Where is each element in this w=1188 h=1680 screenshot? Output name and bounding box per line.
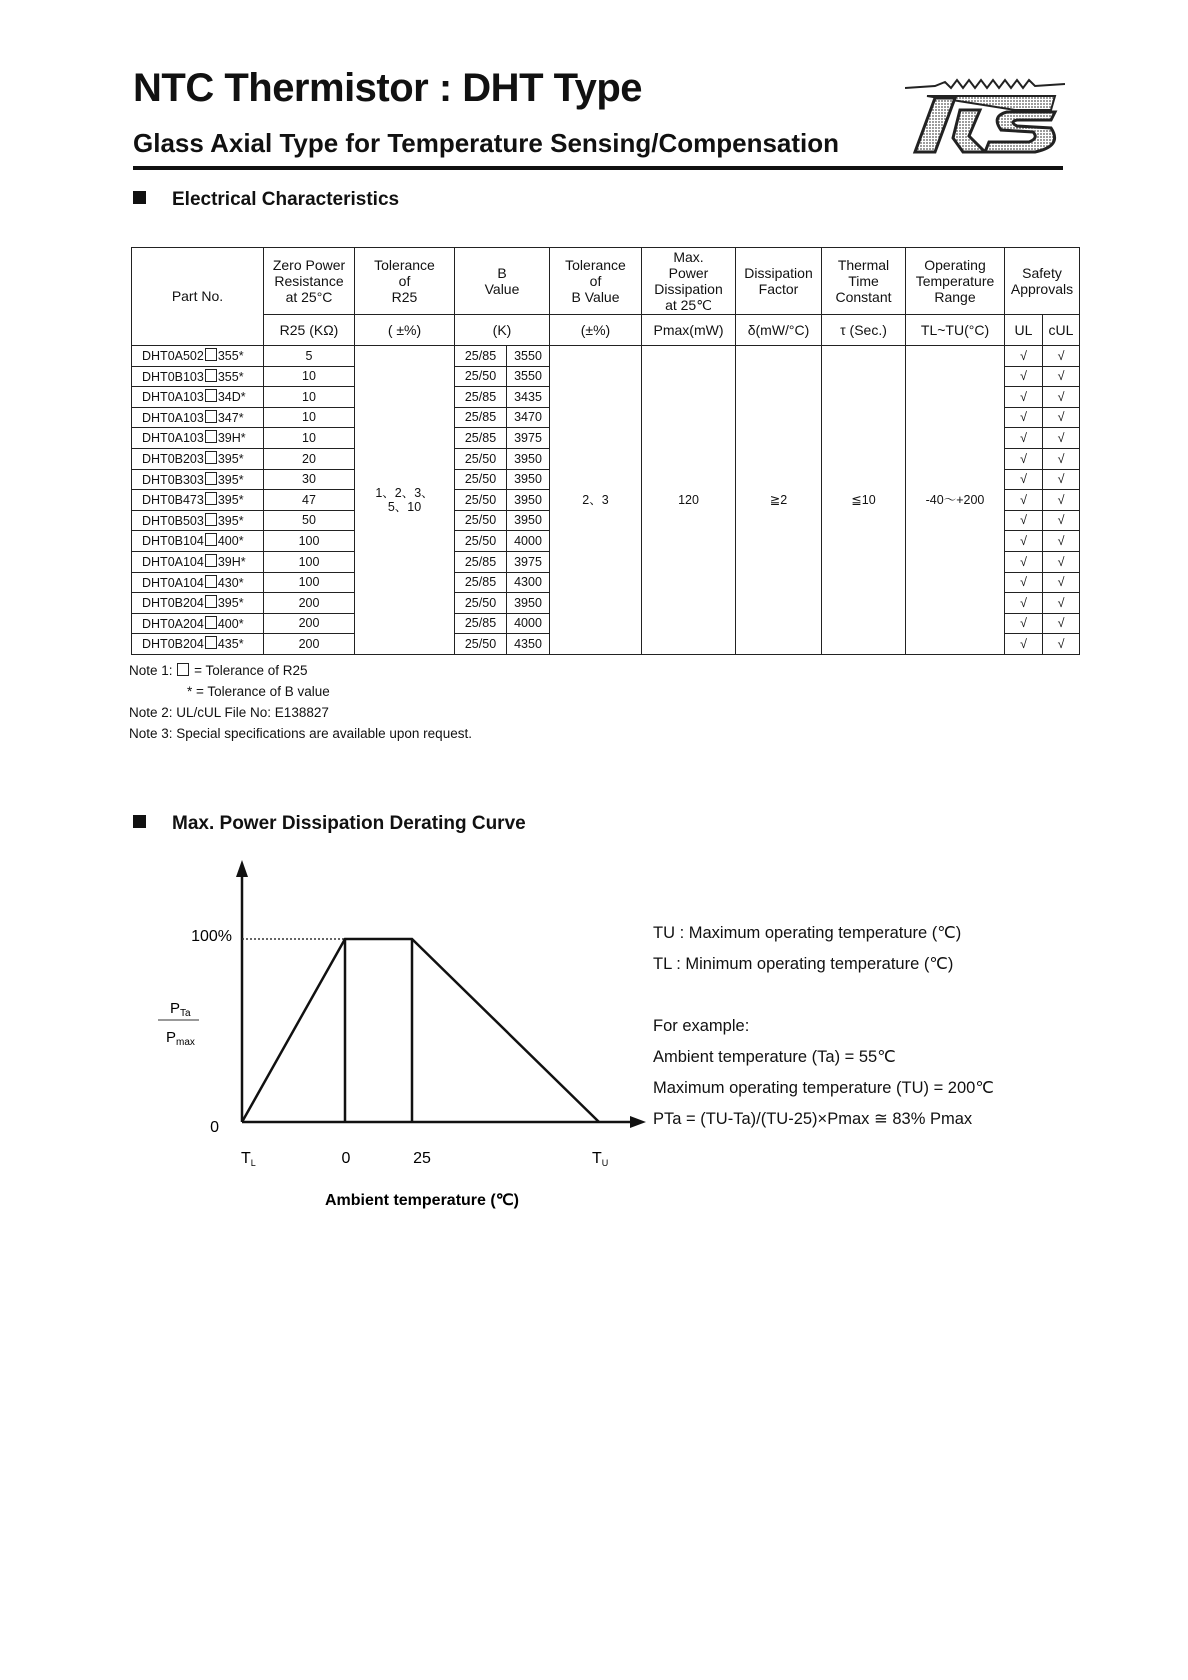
part-number: DHT0B473 395* (132, 490, 264, 511)
b-range: 25/85 (455, 407, 507, 428)
thermal-value: ≦10 (822, 346, 906, 655)
cul-check-icon: √ (1043, 469, 1080, 490)
ul-check-icon: √ (1005, 407, 1043, 428)
part-number: DHT0A103 347* (132, 407, 264, 428)
svg-text:TL: TL (241, 1150, 256, 1168)
unit-cul: cUL (1043, 315, 1080, 346)
r25-value: 10 (264, 428, 355, 449)
r25-value: 100 (264, 572, 355, 593)
b-range: 25/50 (455, 593, 507, 614)
title-divider (133, 166, 1063, 170)
section-derating-label: Max. Power Dissipation Derating Curve (172, 813, 526, 834)
b-range: 25/50 (455, 448, 507, 469)
part-number: DHT0A502 355* (132, 346, 264, 367)
table-row (132, 346, 1080, 367)
cul-check-icon: √ (1043, 490, 1080, 511)
cul-check-icon: √ (1043, 448, 1080, 469)
ul-check-icon: √ (1005, 531, 1043, 552)
b-range: 25/85 (455, 613, 507, 634)
box-symbol-icon (205, 472, 217, 485)
ul-check-icon: √ (1005, 551, 1043, 572)
b-value: 3950 (507, 510, 550, 531)
box-symbol-icon (205, 636, 217, 649)
part-number: DHT0A103 39H* (132, 428, 264, 449)
cul-check-icon: √ (1043, 613, 1080, 634)
ul-check-icon: √ (1005, 469, 1043, 490)
part-number: DHT0A204 400* (132, 613, 264, 634)
b-range: 25/85 (455, 387, 507, 408)
b-value: 4300 (507, 572, 550, 593)
r25-value: 30 (264, 469, 355, 490)
box-symbol-icon (205, 513, 217, 526)
header-safety-approvals: Safety Approvals (1005, 248, 1080, 315)
tolerance-r25-value: 1、2、3、 5、10 (355, 346, 455, 655)
tolerance-b-value: 2、3 (550, 346, 642, 655)
part-number: DHT0B204 435* (132, 634, 264, 655)
part-number: DHT0B203 395* (132, 448, 264, 469)
part-number: DHT0B103 355* (132, 366, 264, 387)
ul-check-icon: √ (1005, 387, 1043, 408)
b-value: 3550 (507, 346, 550, 367)
ul-check-icon: √ (1005, 613, 1043, 634)
cul-check-icon: √ (1043, 346, 1080, 367)
unit-operating: TL~TU(°C) (906, 315, 1005, 346)
b-value: 3435 (507, 387, 550, 408)
svg-text:Pmax: $P_{max}$ (166, 1029, 195, 1048)
section-electrical (133, 189, 399, 211)
chart-legend (653, 918, 994, 1135)
b-range: 25/50 (455, 366, 507, 387)
bullet-square-icon (133, 191, 146, 204)
cul-check-icon: √ (1043, 407, 1080, 428)
svg-text:0: 0 (341, 1150, 351, 1167)
table-notes (129, 660, 472, 744)
svg-text:TU: TU (592, 1150, 609, 1168)
b-value: 3975 (507, 428, 550, 449)
ul-check-icon: √ (1005, 634, 1043, 655)
example-label: For example: (653, 1017, 750, 1035)
unit-thermal: τ (Sec.) (822, 315, 906, 346)
header-row (132, 248, 1080, 315)
ul-check-icon: √ (1005, 593, 1043, 614)
part-number: DHT0B204 395* (132, 593, 264, 614)
legend-tu: TU : Maximum operating temperature (℃) (653, 924, 962, 942)
part-number: DHT0B303 395* (132, 469, 264, 490)
b-range: 25/85 (455, 428, 507, 449)
example-max-op: Maximum operating temperature (TU) = 200℃ (653, 1079, 994, 1097)
r25-value: 10 (264, 407, 355, 428)
svg-text:PTa: $P_{Ta}$ (170, 1000, 191, 1019)
header-thermal-time-constant: Thermal Time Constant (822, 248, 906, 315)
unit-ul: UL (1005, 315, 1043, 346)
cul-check-icon: √ (1043, 572, 1080, 593)
b-range: 25/85 (455, 551, 507, 572)
y-tick-100: 100% (191, 928, 232, 945)
units-row (132, 315, 1080, 346)
cul-check-icon: √ (1043, 428, 1080, 449)
ul-check-icon: √ (1005, 490, 1043, 511)
box-symbol-icon (177, 663, 189, 676)
b-value: 3975 (507, 551, 550, 572)
header-resistance: Zero Power Resistance at 25°C (264, 248, 355, 315)
unit-b-value: (K) (455, 315, 550, 346)
legend-tl: TL : Minimum operating temperature (℃) (653, 955, 954, 973)
unit-tolerance-b: (±%) (550, 315, 642, 346)
header-b-value: B Value (455, 248, 550, 315)
box-symbol-icon (205, 451, 217, 464)
y-tick-0: 0 (210, 1119, 219, 1136)
part-number: DHT0A104 430* (132, 572, 264, 593)
b-value: 3470 (507, 407, 550, 428)
cul-check-icon: √ (1043, 531, 1080, 552)
note-2: Note 2: UL/cUL File No: E138827 (129, 705, 329, 720)
r25-value: 100 (264, 551, 355, 572)
cul-check-icon: √ (1043, 551, 1080, 572)
part-number: DHT0B104 400* (132, 531, 264, 552)
b-value: 4000 (507, 531, 550, 552)
x-axis-label: Ambient temperature (℃) (325, 1192, 519, 1209)
box-symbol-icon (205, 369, 217, 382)
box-symbol-icon (205, 533, 217, 546)
b-range: 25/50 (455, 531, 507, 552)
max-power-value: 120 (642, 346, 736, 655)
b-value: 3950 (507, 469, 550, 490)
r25-value: 10 (264, 366, 355, 387)
section-electrical-label: Electrical Characteristics (172, 189, 400, 210)
r25-value: 10 (264, 387, 355, 408)
tks-logo-icon (905, 76, 1065, 160)
ul-check-icon: √ (1005, 448, 1043, 469)
example-ambient: Ambient temperature (Ta) = 55℃ (653, 1048, 896, 1066)
r25-value: 100 (264, 531, 355, 552)
box-symbol-icon (205, 554, 217, 567)
dissipation-value: ≧2 (736, 346, 822, 655)
ul-check-icon: √ (1005, 366, 1043, 387)
b-range: 25/50 (455, 634, 507, 655)
part-number: DHT0B503 395* (132, 510, 264, 531)
operating-range-value: -40～+200 (906, 346, 1005, 655)
unit-dissipation: δ(mW/°C) (736, 315, 822, 346)
box-symbol-icon (205, 389, 217, 402)
r25-value: 200 (264, 613, 355, 634)
box-symbol-icon (205, 492, 217, 505)
ul-check-icon: √ (1005, 572, 1043, 593)
ul-check-icon: √ (1005, 428, 1043, 449)
note-1: Note 1: = Tolerance of R25 (129, 663, 308, 678)
box-symbol-icon (205, 595, 217, 608)
box-symbol-icon (205, 575, 217, 588)
b-value: 3550 (507, 366, 550, 387)
box-symbol-icon (205, 616, 217, 629)
cul-check-icon: √ (1043, 387, 1080, 408)
header-operating-range: Operating Temperature Range (906, 248, 1005, 315)
cul-check-icon: √ (1043, 634, 1080, 655)
ul-check-icon: √ (1005, 510, 1043, 531)
part-number: DHT0A104 39H* (132, 551, 264, 572)
b-value: 3950 (507, 448, 550, 469)
box-symbol-icon (205, 410, 217, 423)
b-value: 4350 (507, 634, 550, 655)
box-symbol-icon (205, 348, 217, 361)
header-part-no: Part No. (132, 248, 264, 346)
unit-tolerance-r25: ( ±%) (355, 315, 455, 346)
box-symbol-icon (205, 430, 217, 443)
bullet-square-icon (133, 815, 146, 828)
header-dissipation-factor: Dissipation Factor (736, 248, 822, 315)
header-tolerance-b: Tolerance of B Value (550, 248, 642, 315)
page-title: NTC Thermistor : DHT Type (133, 66, 643, 110)
r25-value: 200 (264, 593, 355, 614)
cul-check-icon: √ (1043, 510, 1080, 531)
b-range: 25/50 (455, 510, 507, 531)
unit-max-power: Pmax(mW) (642, 315, 736, 346)
derating-chart (150, 855, 650, 1215)
b-range: 25/50 (455, 469, 507, 490)
b-range: 25/50 (455, 490, 507, 511)
b-range: 25/85 (455, 572, 507, 593)
note-1-star: * = Tolerance of B value (187, 684, 330, 699)
r25-value: 50 (264, 510, 355, 531)
r25-value: 20 (264, 448, 355, 469)
note-3: Note 3: Special specifications are available upon request. (129, 726, 472, 741)
section-derating (133, 813, 526, 835)
b-value: 4000 (507, 613, 550, 634)
electrical-characteristics-table (131, 247, 1080, 655)
header-tolerance-r25: Tolerance of R25 (355, 248, 455, 315)
cul-check-icon: √ (1043, 593, 1080, 614)
page-subtitle: Glass Axial Type for Temperature Sensing/Compensation (133, 128, 840, 158)
svg-text:25: 25 (413, 1150, 431, 1167)
unit-resistance: R25 (KΩ) (264, 315, 355, 346)
example-formula: PTa = (TU-Ta)/(TU-25)×Pmax ≅ 83% Pmax (653, 1110, 973, 1128)
cul-check-icon: √ (1043, 366, 1080, 387)
header-max-power: Max. Power Dissipation at 25℃ (642, 248, 736, 315)
r25-value: 200 (264, 634, 355, 655)
b-value: 3950 (507, 490, 550, 511)
part-number: DHT0A103 34D* (132, 387, 264, 408)
b-value: 3950 (507, 593, 550, 614)
r25-value: 47 (264, 490, 355, 511)
b-range: 25/85 (455, 346, 507, 367)
ul-check-icon: √ (1005, 346, 1043, 367)
r25-value: 5 (264, 346, 355, 367)
